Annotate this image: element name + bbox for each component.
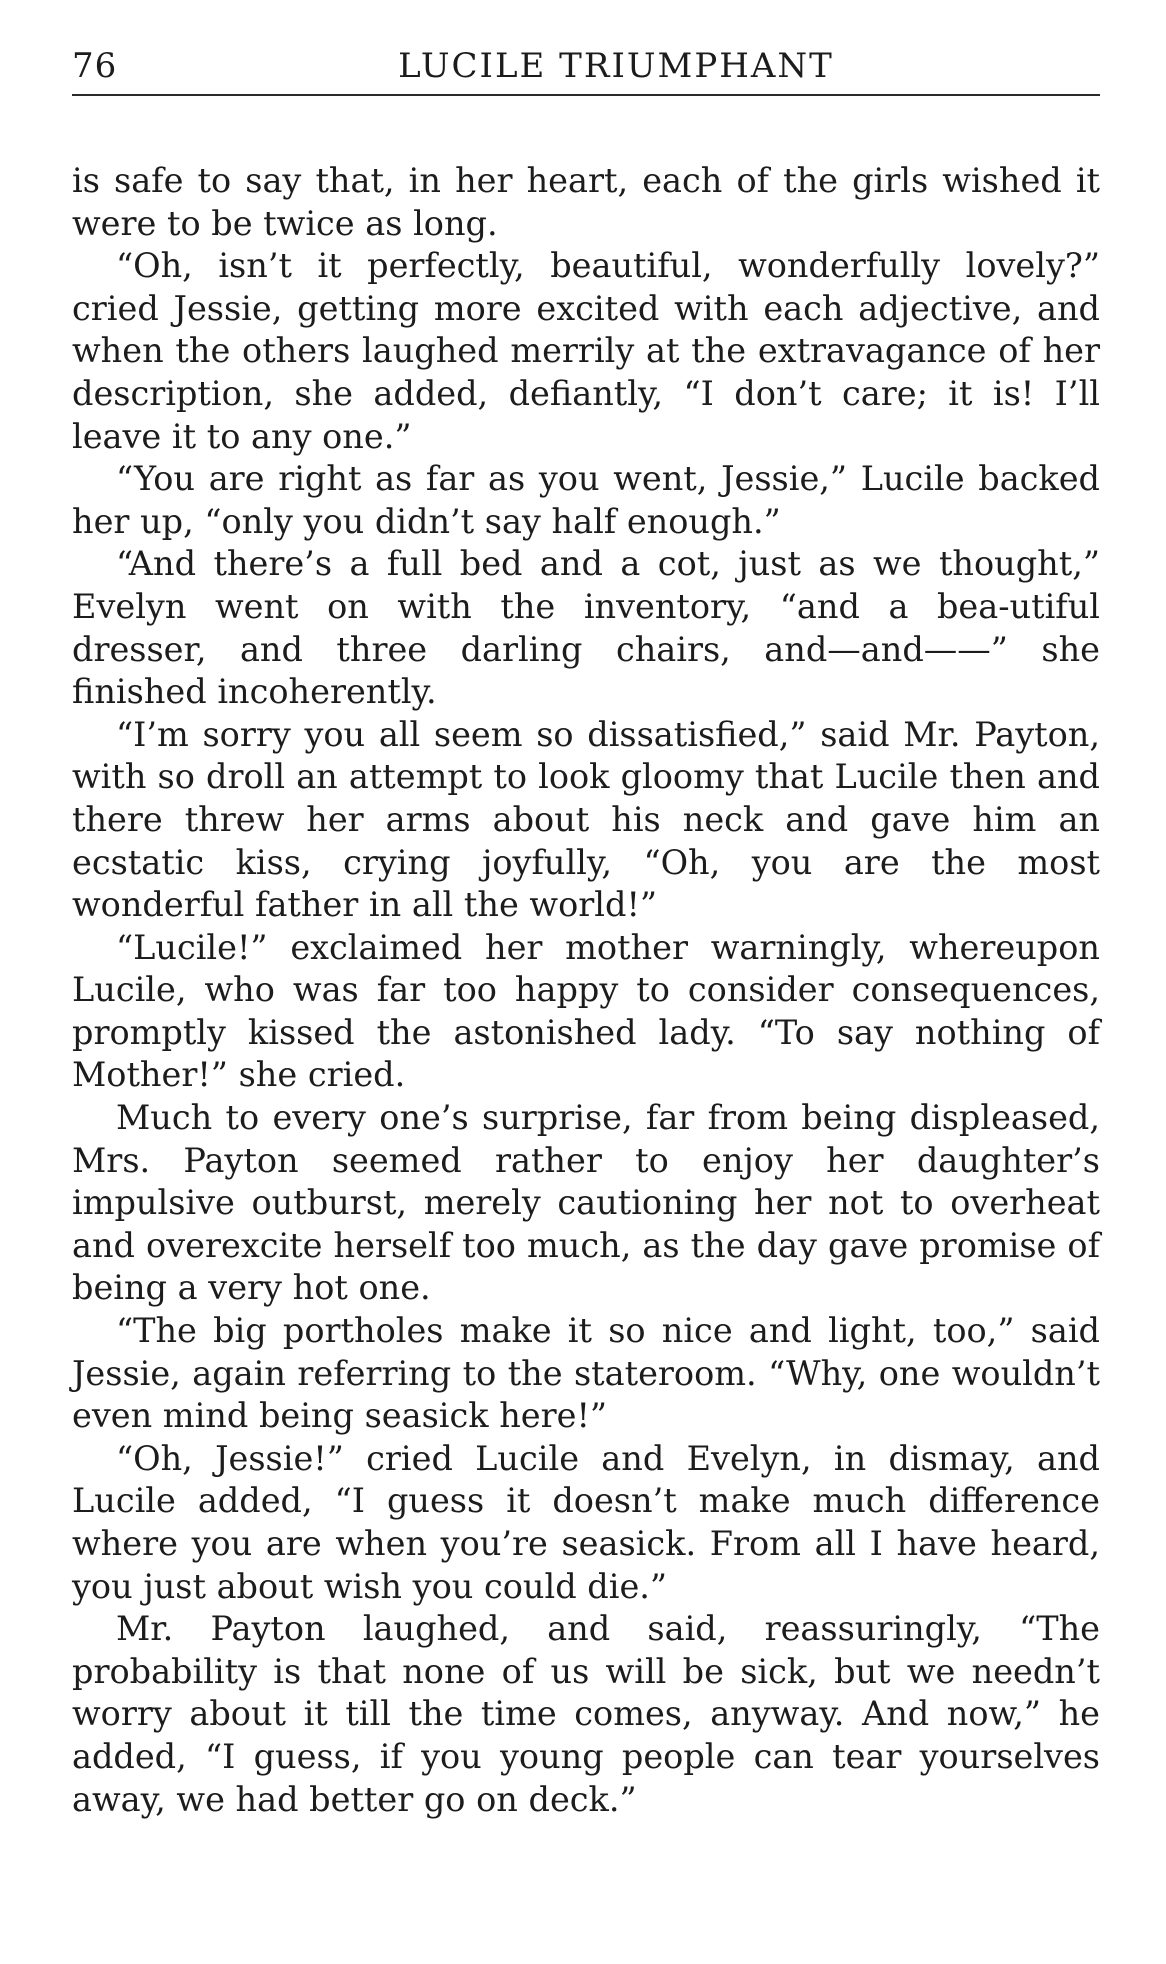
paragraph: “Oh, Jessie!” cried Lucile and Evelyn, in dismay, and Lucile added, “I guess it doesn’t make much difference where you are when you’re seasick. From all I have heard, you just about wish you could die.” bbox=[72, 1438, 1100, 1606]
body-text bbox=[72, 160, 1100, 1821]
paragraph: “The big portholes make it so nice and light, too,” said Jessie, again referring to the stateroom. “Why, one wouldn’t even mind being seasick here!” bbox=[72, 1311, 1100, 1436]
paragraph: “You are right as far as you went, Jessie,” Lucile backed her up, “only you didn’t say half enough.” bbox=[72, 459, 1100, 541]
paragraph: “And there’s a full bed and a cot, just as we thought,” Evelyn went on with the inventory, “and a bea-utiful dresser, and three darling chairs, and—and——” she finished incoherently. bbox=[72, 544, 1100, 712]
paragraph: Much to every one’s surprise, far from being displeased, Mrs. Payton seemed rather to enjoy her daughter’s impulsive outburst, merely cautioning her not to overheat and overexcite herself too much, as the day gave promise of being a very hot one. bbox=[72, 1098, 1100, 1308]
paragraph: “Lucile!” exclaimed her mother warningly, whereupon Lucile, who was far too happy to consider consequences, promptly kissed the astonished lady. “To say nothing of Mother!” she cried. bbox=[72, 927, 1100, 1095]
paragraph: Mr. Payton laughed, and said, reassuringly, “The probability is that none of us will be sick, but we needn’t worry about it till the time comes, anyway. And now,” he added, “I guess, if you young people can tear yourselves away, we had better go on deck.” bbox=[72, 1609, 1100, 1819]
running-title: LUCILE TRIUMPHANT bbox=[398, 46, 834, 86]
page-header bbox=[72, 38, 1100, 96]
paragraph: “Oh, isn’t it perfectly, beautiful, wonderfully lovely?” cried Jessie, getting more excited with each adjective, and when the others laughed merrily at the extravagance of her description, she added, defiantly, “I don’t care; it is! I’ll leave it to any one.” bbox=[72, 246, 1100, 456]
paragraph: is safe to say that, in her heart, each of the girls wished it were to be twice as long. bbox=[72, 161, 1100, 243]
paragraph: “I’m sorry you all seem so dissatisfied,” said Mr. Payton, with so droll an attempt to look gloomy that Lucile then and there threw her arms about his neck and gave him an ecstatic kiss, crying joyfully, “Oh, you are the most wonderful father in all the world!” bbox=[72, 714, 1100, 925]
page-number: 76 bbox=[72, 46, 118, 86]
